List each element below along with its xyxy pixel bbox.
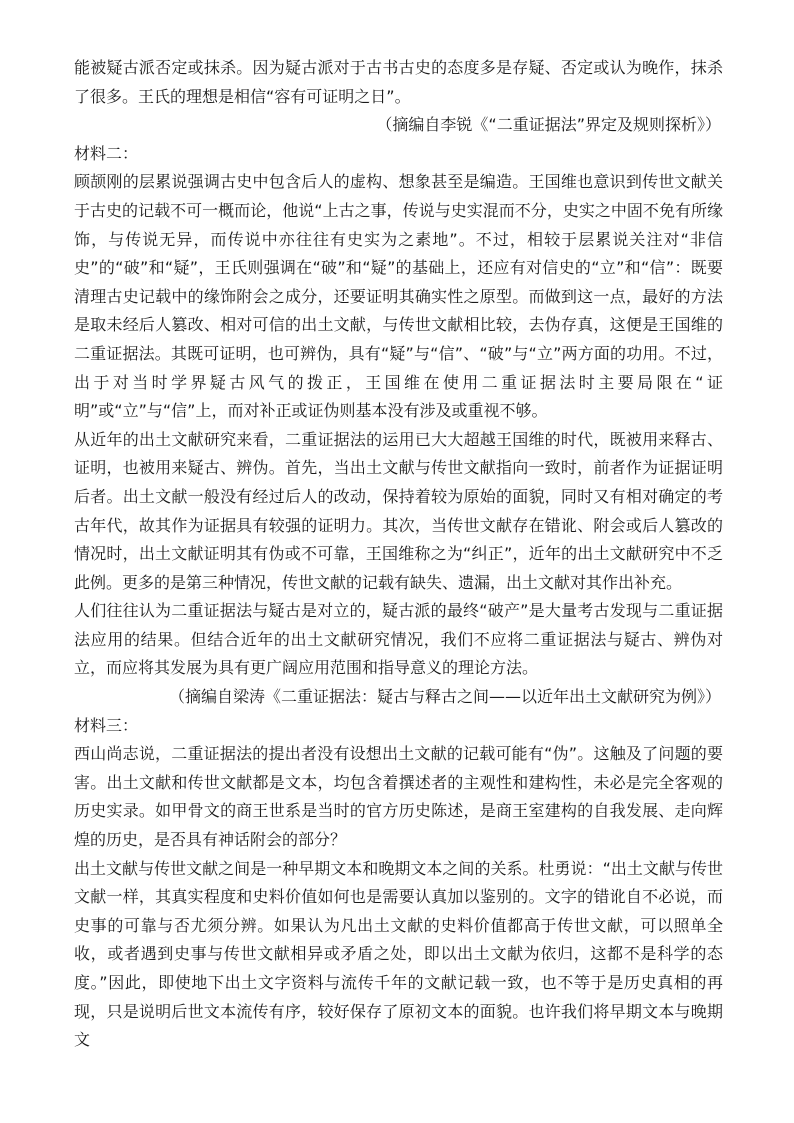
citation-2: （摘编自梁涛《二重证据法：疑古与释古之间——以近年出土文献研究为例》）: [168, 687, 721, 707]
section-heading-material-3: 材料三：: [74, 715, 139, 735]
paragraph-1: 能被疑古派否定或抹杀。因为疑古派对于古书古史的态度多是存疑、否定或认为晚作，抹杀了很多。王氏的理想是相信“容有可证明之日”。: [74, 58, 723, 106]
citation-1: （摘编自李锐《“二重证据法”界定及规则探析》）: [376, 115, 721, 135]
paragraph-2: 顾颉刚的层累说强调古史中包含后人的虚构、想象甚至是编造。王国维也意识到传世文献关于古史的记载不可一概而论，他说“上古之事，传说与史实混而不分，史实之中固不免有所缘饰，与传说无异，而传说中亦往往有史实为之素地”。不过，相较于层累说关注对“非信史”的“破”和“疑”，王氏则强调在“破”和“疑”的基础上，还应有对信史的“立”和“信”：既要清理古史记载中的缘饰附会之成分，还要证明其确实性之原型。而做到这一点，最好的方法是取未经后人篡改、相对可信的出土文献，与传世文献相比较，去伪存真，这便是王国维的二重证据法。其既可证明，也可辨伪，具有“疑”与“信”、“破”与“立”两方面的功用。不过，出于对当时学界疑古风气的拨正，王国维在使用二重证据法时主要局限在“证明”或“立”与“信”上，而对补正或证伪则基本没有涉及或重视不够。: [74, 172, 723, 421]
paragraph-6: 出土文献与传世文献之间是一种早期文本和晚期文本之间的关系。杜勇说：“出土文献与传世文献一样，其真实程度和史料价值如何也是需要认真加以鉴别的。文字的错讹自不必说，而史事的可靠与否尤须分辨。如果认为凡出土文献的史料价值都高于传世文献，可以照单全收，或者遇到史事与传世文献相异或矛盾之处，即以出土文献为依归，这都不是科学的态度。”因此，即使地下出土文字资料与流传千年的文献记载一致，也不等于是历史真相的再现，只是说明后世文本流传有序，较好保存了原初文本的面貌。也许我们将早期文本与晚期文: [74, 858, 723, 1050]
section-heading-material-2: 材料二：: [74, 143, 139, 163]
paragraph-5: 西山尚志说，二重证据法的提出者没有设想出土文献的记载可能有“伪”。这触及了问题的要害。出土文献和传世文献都是文本，均包含着撰述者的主观性和建构性，未必是完全客观的历史实录。如甲骨文的商王世系是当时的官方历史陈述，是商王室建构的自我发展、走向辉煌的历史，是否具有神话附会的部分？: [74, 744, 723, 850]
paragraph-4: 人们往往认为二重证据法与疑古是对立的，疑古派的最终“破产”是大量考古发现与二重证据法应用的结果。但结合近年的出土文献研究情况，我们不应将二重证据法与疑古、辨伪对立，而应将其发展为具有更广阔应用范围和指导意义的理论方法。: [74, 601, 723, 678]
paragraph-3: 从近年的出土文献研究来看，二重证据法的运用已大大超越王国维的时代，既被用来释古、证明，也被用来疑古、辨伪。首先，当出土文献与传世文献指向一致时，前者作为证据证明后者。出土文献一般没有经过后人的改动，保持着较为原始的面貌，同时又有相对确定的考古年代，故其作为证据具有较强的证明力。其次，当传世文献存在错讹、附会或后人篡改的情况时，出土文献证明其有伪或不可靠，王国维称之为“纠正”，近年的出土文献研究中不乏此例。更多的是第三种情况，传世文献的记载有缺失、遗漏，出土文献对其作出补充。: [74, 429, 723, 592]
document-page: [74, 54, 723, 1055]
